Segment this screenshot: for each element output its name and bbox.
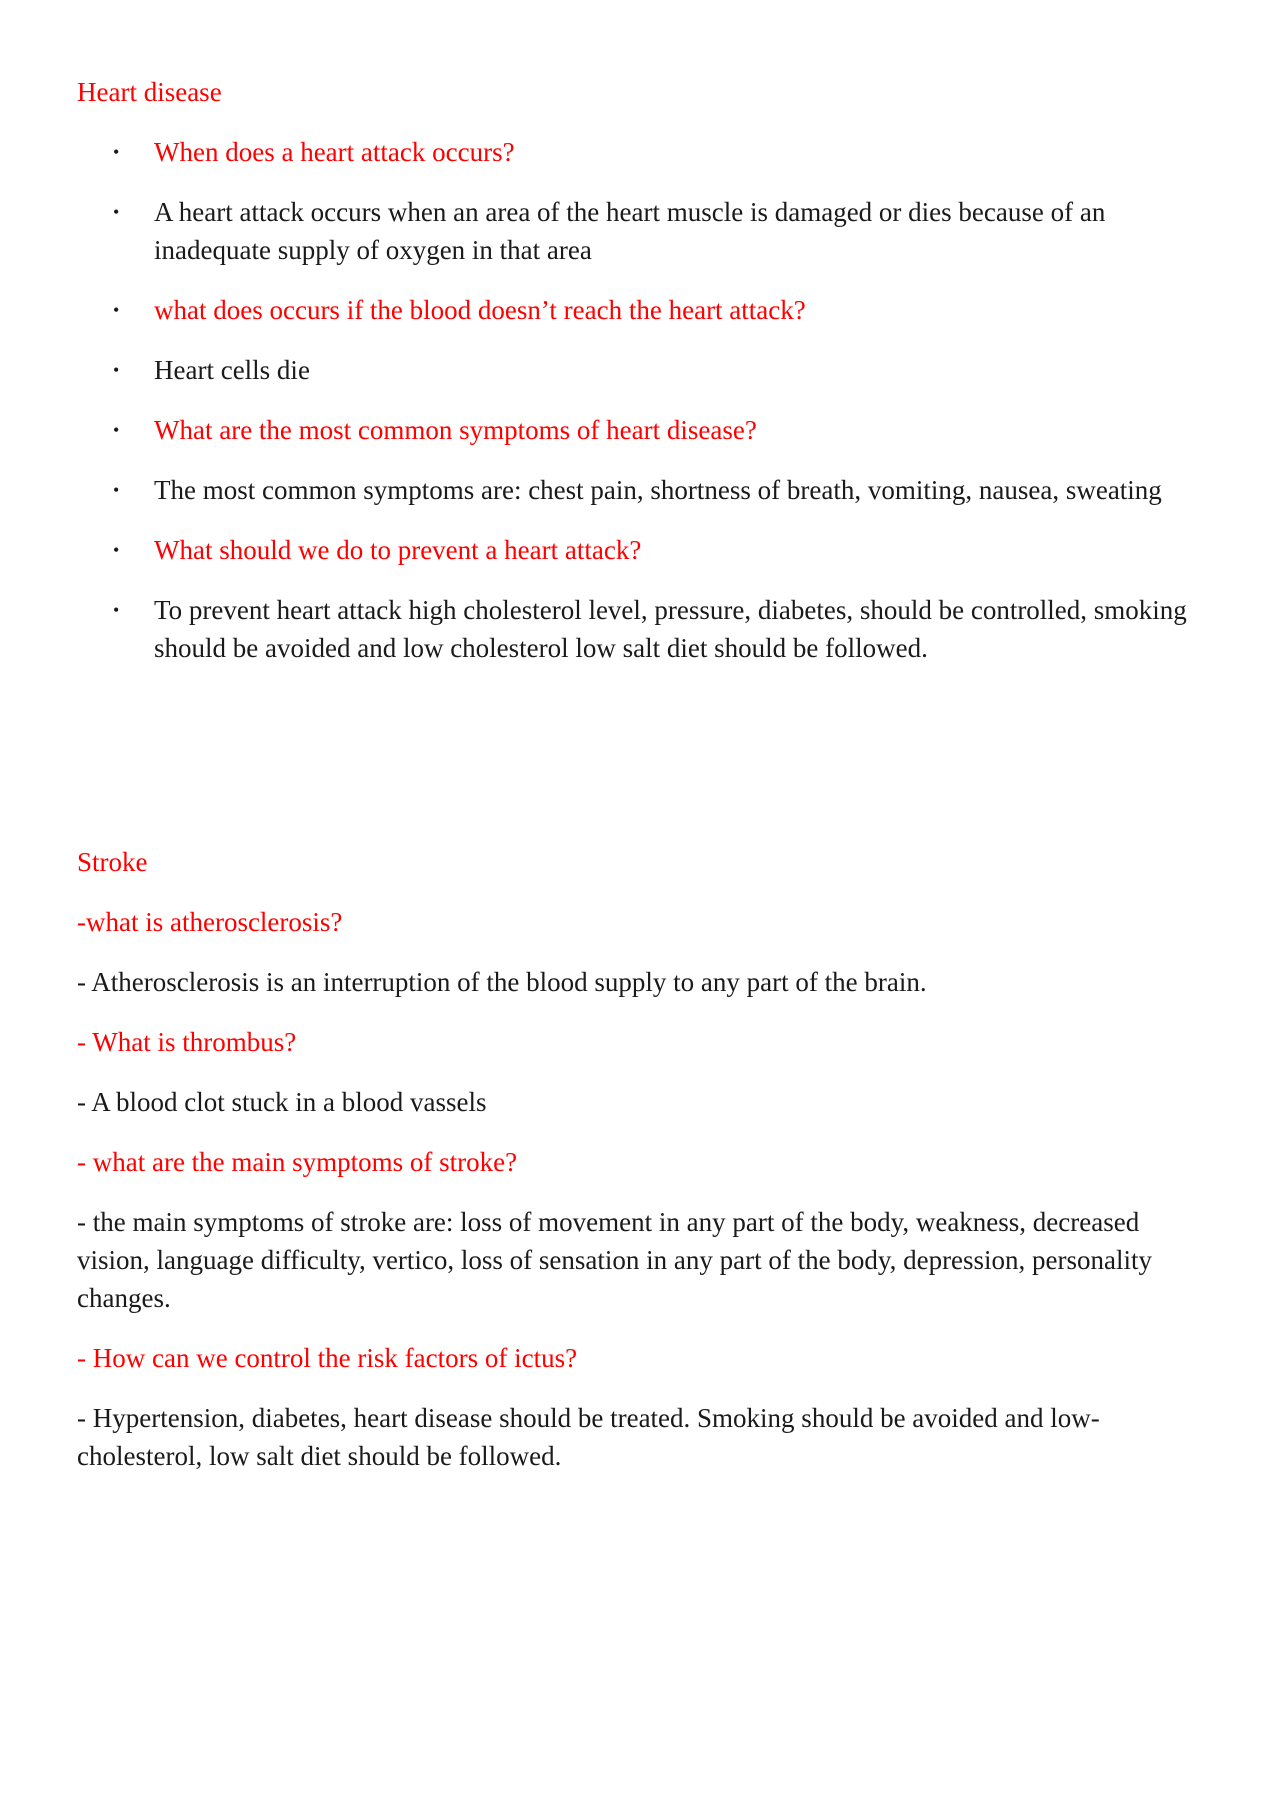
bullet-icon: • <box>113 420 120 440</box>
answer-text: A heart attack occurs when an area of the heart muscle is damaged or dies because of an inadequate supply of oxygen in that area <box>154 197 1106 265</box>
list-item <box>77 591 1207 667</box>
stroke-title: Stroke <box>77 847 148 877</box>
bullet-icon: • <box>113 360 120 380</box>
list-item <box>77 133 1207 171</box>
answer-paragraph: - the main symptoms of stroke are: loss of movement in any part of the body, weakness, decreased vision, language difficulty, vertico, loss of sensation in any part of the body, depression, personality changes. <box>77 1207 1153 1313</box>
answer-text: To prevent heart attack high cholesterol level, pressure, diabetes, should be controlled, smoking should be avoided and low cholesterol low salt diet should be followed. <box>154 595 1187 663</box>
question-paragraph: - How can we control the risk factors of ictus? <box>77 1343 578 1373</box>
question-paragraph: - what are the main symptoms of stroke? <box>77 1147 518 1177</box>
list-item <box>77 291 1207 329</box>
heart-disease-list <box>77 133 1207 667</box>
bullet-icon: • <box>113 300 120 320</box>
bullet-icon: • <box>113 540 120 560</box>
list-item <box>77 471 1207 509</box>
list-item <box>77 351 1207 389</box>
list-item <box>77 531 1207 569</box>
document-page <box>77 73 1207 1497</box>
answer-text: The most common symptoms are: chest pain, shortness of breath, vomiting, nausea, sweating <box>154 475 1162 505</box>
question-text: What should we do to prevent a heart attack? <box>154 535 642 565</box>
answer-paragraph: - Hypertension, diabetes, heart disease should be treated. Smoking should be avoided and low- cholesterol, low salt diet should be followed. <box>77 1403 1100 1471</box>
bullet-icon: • <box>113 600 120 620</box>
list-item <box>77 411 1207 449</box>
bullet-icon: • <box>113 142 120 162</box>
question-text: When does a heart attack occurs? <box>154 137 515 167</box>
answer-paragraph: - A blood clot stuck in a blood vassels <box>77 1087 487 1117</box>
answer-paragraph: - Atherosclerosis is an interruption of the blood supply to any part of the brain. <box>77 967 927 997</box>
list-item <box>77 193 1207 269</box>
stroke-section <box>77 843 1207 1475</box>
question-paragraph: - What is thrombus? <box>77 1027 297 1057</box>
question-paragraph: -what is atherosclerosis? <box>77 907 343 937</box>
bullet-icon: • <box>113 480 120 500</box>
bullet-icon: • <box>113 202 120 222</box>
answer-text: Heart cells die <box>154 355 310 385</box>
question-text: What are the most common symptoms of heart disease? <box>154 415 757 445</box>
heart-disease-title: Heart disease <box>77 77 222 107</box>
question-text: what does occurs if the blood doesn’t reach the heart attack? <box>154 295 806 325</box>
